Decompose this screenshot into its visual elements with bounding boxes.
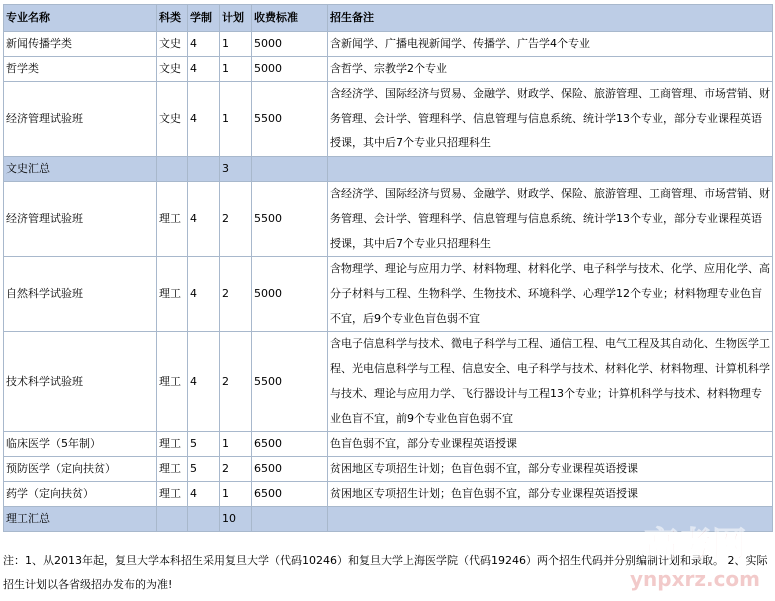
fee: 6500 xyxy=(252,432,328,457)
years: 4 xyxy=(188,57,220,82)
category: 理工 xyxy=(157,432,188,457)
category: 理工 xyxy=(157,332,188,432)
table-row xyxy=(4,82,773,157)
header-plan: 计划 xyxy=(220,5,252,32)
note: 贫困地区专项招生计划；色盲色弱不宜，部分专业课程英语授课 xyxy=(328,482,773,507)
fee: 5500 xyxy=(252,182,328,257)
fee: 6500 xyxy=(252,457,328,482)
major-name: 经济管理试验班 xyxy=(4,182,157,257)
category: 理工 xyxy=(157,482,188,507)
major-name: 临床医学（5年制） xyxy=(4,432,157,457)
header-category: 科类 xyxy=(157,5,188,32)
plan: 2 xyxy=(220,332,252,432)
plan: 1 xyxy=(220,82,252,157)
fee: 5500 xyxy=(252,82,328,157)
header-fee: 收费标准 xyxy=(252,5,328,32)
category: 理工 xyxy=(157,257,188,332)
fee: 5500 xyxy=(252,332,328,432)
note: 含哲学、宗教学2个专业 xyxy=(328,57,773,82)
note: 含经济学、国际经济与贸易、金融学、财政学、保险、旅游管理、工商管理、市场营销、财务管理、会计学、管理科学、信息管理与信息系统、统计学13个专业，部分专业课程英语授课，其中后7个专业只招理科生 xyxy=(328,82,773,157)
summary-row-liberal-arts xyxy=(4,157,773,182)
major-name: 哲学类 xyxy=(4,57,157,82)
fee: 5000 xyxy=(252,32,328,57)
years: 4 xyxy=(188,32,220,57)
admissions-table xyxy=(3,4,773,532)
summary-row-science xyxy=(4,507,773,532)
plan: 1 xyxy=(220,432,252,457)
table-row xyxy=(4,482,773,507)
header-major-name: 专业名称 xyxy=(4,5,157,32)
years: 4 xyxy=(188,82,220,157)
major-name: 自然科学试验班 xyxy=(4,257,157,332)
watermark-text: 高考网 xyxy=(644,525,746,565)
header-note: 招生备注 xyxy=(328,5,773,32)
category: 文史 xyxy=(157,57,188,82)
plan: 2 xyxy=(220,182,252,257)
footnote: 注：1、从2013年起，复旦大学本科招生采用复旦大学（代码10246）和复旦大学上海医学院（代码19246）两个招生代码并分别编制计划和录取。 2、实际招生计划以各省级招办发布的为准! xyxy=(3,554,768,591)
note: 含物理学、理论与应用力学、材料物理、材料化学、电子科学与技术、化学、应用化学、高分子材料与工程、生物科学、生物技术、环境科学、心理学12个专业；材料物理专业色盲不宜，后9个专业色盲色弱不宜 xyxy=(328,257,773,332)
category: 理工 xyxy=(157,457,188,482)
plan: 1 xyxy=(220,32,252,57)
major-name: 技术科学试验班 xyxy=(4,332,157,432)
major-name: 预防医学（定向扶贫） xyxy=(4,457,157,482)
years: 5 xyxy=(188,457,220,482)
watermark-url: ynpxrz.com xyxy=(629,567,761,591)
header-years: 学制 xyxy=(188,5,220,32)
major-name: 药学（定向扶贫） xyxy=(4,482,157,507)
major-name: 经济管理试验班 xyxy=(4,82,157,157)
table-row xyxy=(4,457,773,482)
years: 4 xyxy=(188,257,220,332)
note: 含电子信息科学与技术、微电子科学与工程、通信工程、电气工程及其自动化、生物医学工程、光电信息科学与工程、信息安全、电子科学与技术、材料化学、材料物理、计算机科学与技术、理论与应用力学、飞行器设计与工程13个专业；计算机科学与技术、材料物理专业色盲不宜，前9个专业色盲色弱不宜 xyxy=(328,332,773,432)
major-name: 新闻传播学类 xyxy=(4,32,157,57)
plan: 1 xyxy=(220,57,252,82)
table-row xyxy=(4,332,773,432)
plan: 2 xyxy=(220,457,252,482)
table-row xyxy=(4,257,773,332)
summary-plan: 3 xyxy=(220,157,252,182)
years: 4 xyxy=(188,482,220,507)
category: 理工 xyxy=(157,182,188,257)
table-header-row xyxy=(4,5,773,32)
note: 含新闻学、广播电视新闻学、传播学、广告学4个专业 xyxy=(328,32,773,57)
table-row xyxy=(4,182,773,257)
summary-label: 理工汇总 xyxy=(4,507,157,532)
fee: 5000 xyxy=(252,257,328,332)
note: 贫困地区专项招生计划；色盲色弱不宜，部分专业课程英语授课 xyxy=(328,457,773,482)
category: 文史 xyxy=(157,32,188,57)
fee: 5000 xyxy=(252,57,328,82)
summary-plan: 10 xyxy=(220,507,252,532)
note: 色盲色弱不宜，部分专业课程英语授课 xyxy=(328,432,773,457)
plan: 2 xyxy=(220,257,252,332)
table-row xyxy=(4,57,773,82)
table-row xyxy=(4,32,773,57)
table-row xyxy=(4,432,773,457)
years: 5 xyxy=(188,432,220,457)
summary-label: 文史汇总 xyxy=(4,157,157,182)
years: 4 xyxy=(188,332,220,432)
category: 文史 xyxy=(157,82,188,157)
note: 含经济学、国际经济与贸易、金融学、财政学、保险、旅游管理、工商管理、市场营销、财务管理、会计学、管理科学、信息管理与信息系统、统计学13个专业，部分专业课程英语授课，其中后7个专业只招理科生 xyxy=(328,182,773,257)
fee: 6500 xyxy=(252,482,328,507)
plan: 1 xyxy=(220,482,252,507)
years: 4 xyxy=(188,182,220,257)
